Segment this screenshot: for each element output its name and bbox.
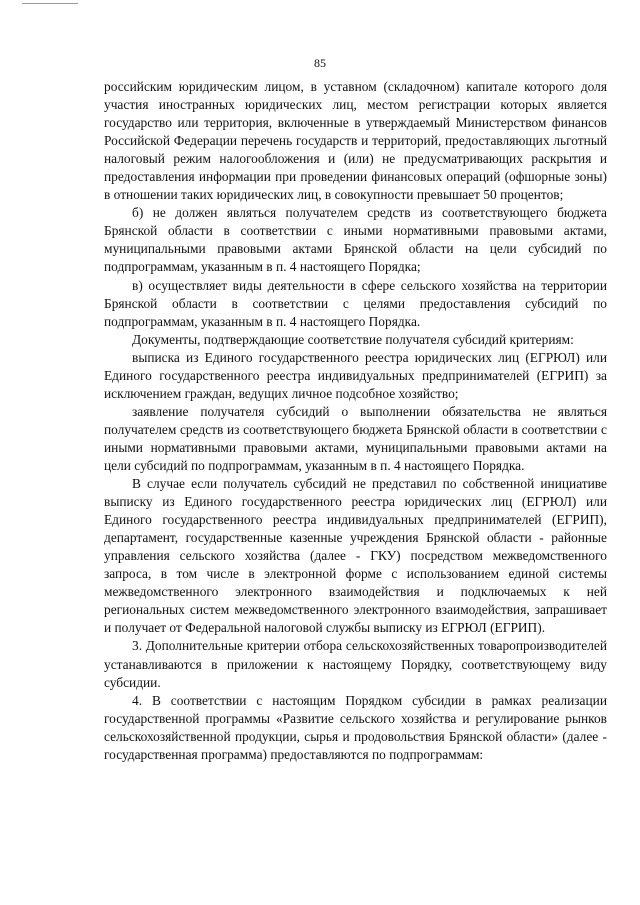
document-body xyxy=(104,78,607,764)
paragraph-egrul-extract: выписка из Единого государственного реестра юридических лиц (ЕГРЮЛ) или Единого государственного реестра индивидуальных предпринимателей (ЕГРИП) за исключением граждан, ведущих личное подсобное хозяйство; xyxy=(104,349,607,401)
paragraph-application: заявление получателя субсидий о выполнении обязательства не являться получателем средств из соответствующего бюджета Брянской области в соответствии с иными нормативными правовыми актами, муниципальными правовыми актами на цели субсидий по подпрограммам, указанным в п. 4 настоящего Порядка. xyxy=(104,403,607,473)
paragraph-continuation: российским юридическим лицом, в уставном (складочном) капитале которого доля участия иностранных юридических лиц, местом регистрации которых является государство или территория, включенные в утверждаемый Министерством финансов Российской Федерации перечень государств и территорий, предоставляющих льготный налоговый режим налогообложения и (или) не предусматривающих раскрытия и предоставления информации при проведении финансовых операций (офшорные зоны) в отношении таких юридических лиц, в совокупности превышает 50 процентов; xyxy=(104,79,607,203)
paragraph-section-4: 4. В соответствии с настоящим Порядком субсидии в рамках реализации государственной программы «Развитие сельского хозяйства и регулирование рынков сельскохозяйственной продукции, сырья и продовольствия Брянской области» (далее - государственная программа) предоставляются по подпрограммам: xyxy=(104,692,607,762)
paragraph-item-v: в) осуществляет виды деятельности в сфере сельского хозяйства на территории Брянской области в соответствии с целями предоставления субсидий по подпрограммам, указанным в п. 4 настоящего Порядка. xyxy=(104,277,607,329)
page-number: 85 xyxy=(314,56,326,70)
paragraph-section-3: 3. Дополнительные критерии отбора сельскохозяйственных товаропроизводителей устанавливаются в приложении к настоящему Порядку, соответствующему виду субсидии. xyxy=(104,638,607,690)
paragraph-interagency-request: В случае если получатель субсидий не представил по собственной инициативе выписку из Единого государственного реестра юридических лиц (ЕГРЮЛ) или Единого государственного реестра индивидуальных предпринимателей (ЕГРИП), департамент, государственные казенные учреждения Брянской области - районные управления сельского хозяйства (далее - ГКУ) посредством межведомственного запроса, в том числе в электронной форме с использованием единой системы межведомственного электронного взаимодействия и подключаемых к ней региональных систем межведомственного электронного взаимодействия, запрашивает и получает от Федеральной налоговой службы выписку из ЕГРЮЛ (ЕГРИП). xyxy=(104,476,607,636)
top-edge-line xyxy=(22,3,78,4)
paragraph-documents-heading: Документы, подтверждающие соответствие получателя субсидий критериям: xyxy=(132,331,574,347)
paragraph-item-b: б) не должен являться получателем средств из соответствующего бюджета Брянской области в соответствии с иными нормативными правовыми актами, муниципальными правовыми актами Брянской области на цели субсидий по подпрограммам, указанным в п. 4 настоящего Порядка; xyxy=(104,205,607,275)
